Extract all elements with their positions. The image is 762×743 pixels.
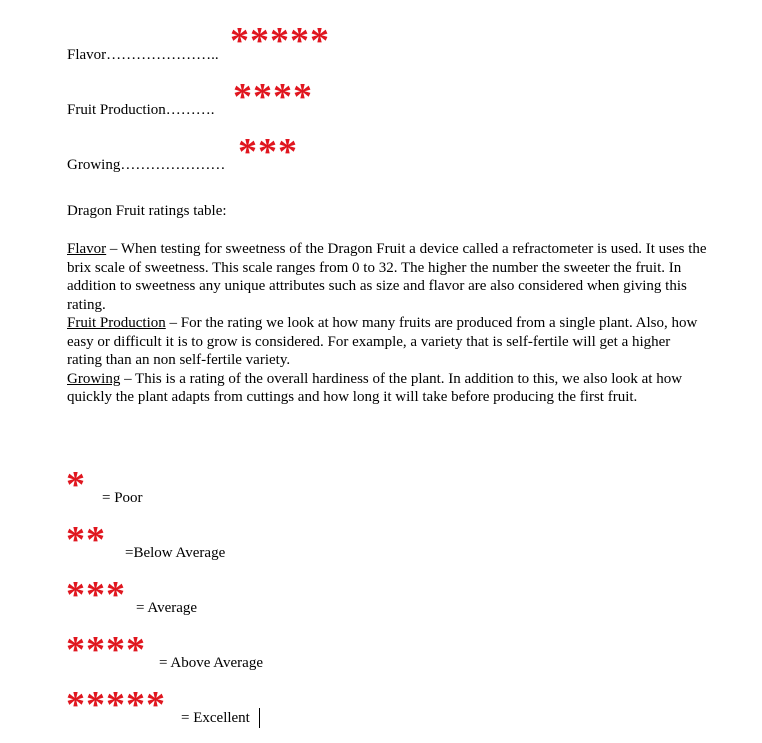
text-cursor[interactable]	[259, 708, 260, 728]
legend-stars-1: *	[66, 464, 86, 506]
legend-stars-4: ****	[66, 629, 146, 671]
growing-label: Growing…………………	[67, 157, 226, 173]
legend-text-below-average: =Below Average	[125, 545, 226, 561]
definition-text-growing: – This is a rating of the overall hardiness of the plant. In addition to this, we also look at how quickly the plant adapts from cuttings and how long it will take before producing the first fruit.	[67, 370, 683, 405]
legend-stars-2: **	[66, 519, 106, 561]
definition-term-fruit-production: Fruit Production	[67, 315, 166, 331]
legend-stars-5: *****	[66, 684, 166, 726]
definition-term-flavor: Flavor	[67, 241, 107, 257]
legend-text-poor: = Poor	[102, 490, 143, 506]
fruit-production-label: Fruit Production……….	[67, 102, 215, 118]
legend-stars-3: ***	[66, 574, 126, 616]
definition-flavor	[67, 240, 707, 314]
legend-text-excellent: = Excellent	[181, 710, 250, 726]
definition-fruit-production	[67, 314, 707, 370]
definition-text-fruit-production: – For the rating we look at how many fruits are produced from a single plant. Also, how easy or difficult it is to grow is considered. For example, a variety that is self-fertile will get a higher rating than an non self-fertile variety.	[67, 315, 698, 368]
fruit-production-stars: ****	[233, 76, 313, 118]
legend-text-average: = Average	[136, 600, 198, 616]
growing-stars: ***	[238, 131, 298, 173]
flavor-label: Flavor…………………..	[67, 47, 219, 63]
table-heading: Dragon Fruit ratings table:	[67, 203, 227, 219]
definition-term-growing: Growing	[67, 370, 121, 387]
definition-growing	[67, 370, 707, 407]
legend-text-above-average: = Above Average	[159, 655, 263, 671]
definition-text-flavor: – When testing for sweetness of the Dragon Fruit a device called a refractometer is used. It uses the brix scale of sweetness. This scale ranges from 0 to 32. The higher the number the sweeter the fruit. In addition to sweetness any unique attributes such as size and flavor are also considered when giving this rating.	[67, 241, 707, 313]
definitions	[67, 240, 707, 407]
flavor-stars: *****	[230, 20, 330, 62]
